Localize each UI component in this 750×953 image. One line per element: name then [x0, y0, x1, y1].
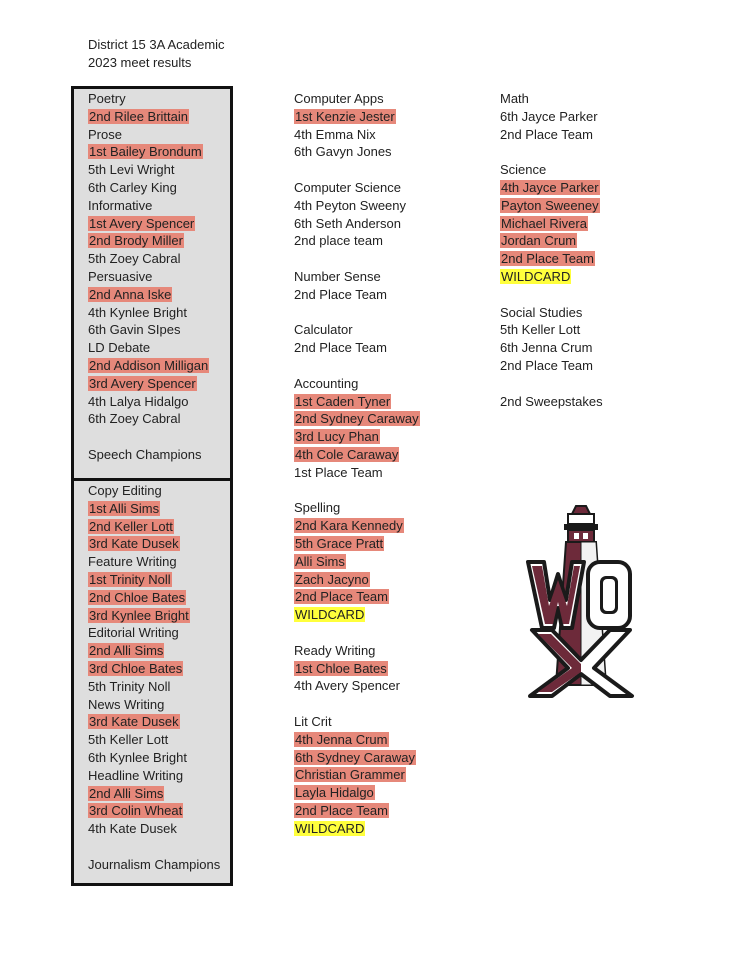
- academic-result-line: [294, 571, 370, 589]
- academic-result-line: [294, 126, 376, 144]
- speech-result-line: [88, 375, 197, 393]
- academic-result-line-text: 4th Jenna Crum: [295, 731, 388, 747]
- journalism-result-line: [88, 642, 164, 660]
- academic-result-line-text: 3rd Lucy Phan: [295, 429, 379, 445]
- academic-result-line: [294, 321, 353, 339]
- journalism-result-line-text: 4th Kate Dusek: [88, 821, 177, 837]
- academic-result-line: [500, 161, 546, 179]
- academic-result-line-text: Math: [500, 91, 529, 106]
- academic-result-line: [294, 749, 416, 767]
- academic-result-line-text: 4th Jayce Parker: [501, 180, 599, 195]
- academic-result-line-text: 6th Sydney Caraway: [295, 749, 415, 765]
- academic-result-line: [294, 820, 365, 838]
- academic-result-line-text: 2nd place team: [294, 233, 383, 249]
- journalism-result-line-text: Headline Writing: [88, 767, 184, 783]
- academic-result-line-text: Payton Sweeney: [501, 197, 599, 213]
- academic-result-line-text: Christian Grammer: [295, 767, 405, 783]
- academic-result-line-text: Computer Science: [294, 180, 401, 195]
- journalism-result-line: [88, 482, 162, 500]
- academic-result-line-text: 2nd Place Team: [500, 358, 593, 373]
- journalism-result-line: [88, 731, 168, 749]
- journalism-result-line-text: 1st Alli Sims: [89, 500, 160, 516]
- academic-result-line-text: Spelling: [294, 500, 341, 516]
- academic-result-line: [294, 766, 406, 784]
- speech-result-line-text: 5th Zoey Cabral: [88, 251, 181, 267]
- speech-result-line-text: 1st Avery Spencer: [89, 215, 195, 231]
- journalism-result-line: [88, 802, 183, 820]
- academic-result-line: [294, 232, 383, 250]
- academic-result-line-text: 4th Cole Caraway: [295, 447, 399, 462]
- journalism-result-line-text: 2nd Alli Sims: [89, 785, 164, 801]
- academic-result-line-text: 1st Kenzie Jester: [295, 108, 395, 124]
- academic-result-line-text: 4th Avery Spencer: [294, 678, 400, 694]
- speech-result-line: [88, 108, 189, 126]
- title-line-1: District 15 3A Academic: [88, 37, 225, 52]
- journalism-result-line-text: News Writing: [88, 696, 165, 712]
- academic-result-line: [500, 90, 529, 108]
- journalism-result-line: [88, 589, 186, 607]
- speech-result-line: [88, 90, 126, 108]
- academic-result-line: [500, 268, 571, 286]
- academic-result-line: [294, 143, 392, 161]
- journalism-result-line: [88, 856, 220, 874]
- journalism-result-line-text: 3rd Kynlee Bright: [89, 607, 189, 623]
- speech-result-line-text: 2nd Addison Milligan: [89, 358, 209, 373]
- journalism-result-line: [88, 500, 160, 518]
- academic-result-line-text: Layla Hidalgo: [295, 785, 374, 801]
- journalism-result-line: [88, 535, 180, 553]
- academic-result-line: [294, 606, 365, 624]
- academic-result-line: [294, 588, 389, 606]
- academic-result-line-text: Zach Jacyno: [295, 571, 369, 587]
- journalism-result-line: [88, 767, 183, 785]
- journalism-result-line-text: 3rd Kate Dusek: [89, 714, 179, 730]
- academic-result-line: [294, 660, 388, 678]
- speech-result-line-text: 6th Carley King: [88, 180, 177, 195]
- journalism-result-line-text: 3rd Kate Dusek: [89, 536, 179, 552]
- academic-result-line: [294, 731, 389, 749]
- speech-result-line: [88, 143, 203, 161]
- academic-result-line-text: Number Sense: [294, 269, 381, 284]
- academic-result-line-text: Ready Writing: [294, 642, 376, 658]
- journalism-result-line-text: 2nd Chloe Bates: [89, 589, 186, 605]
- academic-result-line: [294, 90, 384, 108]
- academic-result-line-text: 2nd Kara Kennedy: [295, 518, 403, 534]
- academic-result-line: [294, 499, 340, 517]
- journalism-result-line: [88, 571, 172, 589]
- speech-result-line-text: 4th Kynlee Bright: [88, 304, 188, 320]
- journalism-result-line-text: Feature Writing: [88, 554, 177, 570]
- academic-result-line: [500, 393, 603, 411]
- academic-result-line: [294, 108, 396, 126]
- academic-result-line-text: 1st Chloe Bates: [295, 660, 387, 676]
- academic-result-line-text: Science: [500, 162, 547, 178]
- academic-result-line: [294, 410, 420, 428]
- speech-result-line: [88, 197, 152, 215]
- academic-result-line: [294, 197, 406, 215]
- speech-result-line-text: 2nd Anna Iske: [89, 286, 172, 302]
- speech-result-line: [88, 393, 188, 411]
- academic-result-line: [500, 215, 588, 233]
- academic-result-line: [500, 179, 600, 197]
- speech-result-line: [88, 232, 184, 250]
- academic-result-line: [500, 197, 600, 215]
- speech-result-line-text: Informative: [88, 197, 153, 213]
- speech-result-line: [88, 126, 122, 144]
- document-title: [88, 36, 225, 72]
- academic-result-line: [294, 286, 387, 304]
- academic-result-line: [294, 642, 375, 660]
- journalism-result-line-text: Journalism Champions: [88, 856, 221, 872]
- academic-result-line-text: 6th Gavyn Jones: [294, 144, 392, 160]
- journalism-result-line-text: 3rd Chloe Bates: [89, 661, 183, 676]
- journalism-result-line: [88, 820, 177, 838]
- academic-result-line-text: 2nd Sydney Caraway: [295, 411, 419, 427]
- academic-result-line-text: WILDCARD: [295, 607, 365, 623]
- speech-result-line-text: Prose: [88, 126, 122, 142]
- academic-result-line: [294, 553, 346, 571]
- journalism-result-line: [88, 713, 180, 731]
- journalism-result-line-text: 5th Keller Lott: [88, 732, 169, 748]
- academic-result-line: [500, 232, 577, 250]
- academic-result-line-text: Computer Apps: [294, 91, 384, 106]
- journalism-result-line: [88, 624, 179, 642]
- journalism-result-line: [88, 607, 190, 625]
- speech-result-line-text: 3rd Avery Spencer: [89, 375, 196, 391]
- academic-result-line-text: Jordan Crum: [501, 233, 577, 249]
- speech-result-line-text: 2nd Rilee Brittain: [89, 108, 188, 124]
- journalism-result-line-text: Copy Editing: [88, 483, 162, 498]
- academic-result-line-text: WILDCARD: [295, 820, 365, 836]
- academic-result-line-text: 2nd Place Team: [295, 589, 388, 605]
- academic-result-line: [294, 393, 391, 411]
- speech-result-line-text: 2nd Brody Miller: [89, 233, 183, 249]
- academic-result-line-text: 1st Place Team: [294, 464, 383, 480]
- academic-result-line: [294, 535, 384, 553]
- speech-result-line: [88, 410, 181, 428]
- speech-result-line-text: 6th Gavin SIpes: [88, 322, 181, 338]
- academic-result-line-text: Accounting: [294, 375, 359, 391]
- speech-result-line-text: Persuasive: [88, 269, 153, 284]
- journalism-result-line-text: 3rd Colin Wheat: [89, 803, 183, 819]
- journalism-result-line-text: 1st Trinity Noll: [89, 572, 171, 587]
- academic-result-line-text: 2nd Sweepstakes: [500, 393, 603, 409]
- speech-result-line: [88, 304, 187, 322]
- academic-result-line-text: Michael Rivera: [501, 215, 587, 231]
- academic-result-line-text: 2nd Place Team: [294, 286, 387, 302]
- speech-result-line: [88, 339, 150, 357]
- academic-result-line: [500, 108, 598, 126]
- school-logo: [522, 500, 640, 700]
- academic-result-line: [294, 802, 389, 820]
- academic-result-line: [500, 321, 580, 339]
- academic-result-line: [500, 126, 593, 144]
- academic-result-line-text: 6th Jayce Parker: [500, 108, 598, 124]
- academic-result-line-text: Alli Sims: [295, 553, 345, 569]
- speech-result-line-text: 4th Lalya Hidalgo: [88, 393, 189, 409]
- academic-result-line: [294, 428, 380, 446]
- academic-result-line-text: 5th Keller Lott: [500, 322, 581, 338]
- journalism-result-line: [88, 696, 164, 714]
- academic-result-line: [294, 713, 332, 731]
- journalism-result-line: [88, 785, 164, 803]
- academic-result-line: [294, 375, 358, 393]
- academic-result-line: [294, 268, 381, 286]
- journalism-result-line: [88, 553, 177, 571]
- academic-result-line: [500, 250, 595, 268]
- speech-result-line-text: Poetry: [88, 91, 126, 106]
- speech-result-line: [88, 357, 209, 375]
- academic-result-line-text: WILDCARD: [501, 269, 571, 284]
- academic-result-line-text: 4th Emma Nix: [294, 126, 376, 142]
- academic-result-line-text: Social Studies: [500, 304, 583, 320]
- journalism-result-line: [88, 678, 170, 696]
- speech-result-line-text: LD Debate: [88, 340, 151, 356]
- academic-result-line: [294, 215, 401, 233]
- academic-result-line-text: 5th Grace Pratt: [295, 536, 384, 551]
- journalism-result-line: [88, 660, 183, 678]
- academic-result-line: [500, 339, 593, 357]
- speech-result-line: [88, 179, 177, 197]
- academic-result-line-text: 6th Jenna Crum: [500, 340, 593, 356]
- academic-result-line-text: 2nd Place Team: [500, 126, 593, 142]
- academic-result-line-text: 1st Caden Tyner: [295, 393, 391, 409]
- academic-result-line: [294, 517, 404, 535]
- academic-result-line-text: 2nd Place Team: [295, 803, 388, 818]
- speech-result-line: [88, 286, 172, 304]
- journalism-result-line-text: 5th Trinity Noll: [88, 678, 171, 694]
- speech-result-line: [88, 161, 174, 179]
- journalism-result-line: [88, 749, 187, 767]
- speech-result-line-text: 1st Bailey Brondum: [89, 144, 202, 160]
- academic-result-line: [500, 304, 582, 322]
- academic-result-line: [294, 464, 383, 482]
- speech-result-line-text: 6th Zoey Cabral: [88, 411, 181, 427]
- academic-result-line-text: Calculator: [294, 322, 353, 338]
- speech-result-line-text: 5th Levi Wright: [88, 162, 175, 178]
- academic-result-line: [294, 446, 399, 464]
- academic-result-line: [294, 677, 400, 695]
- academic-result-line: [294, 784, 375, 802]
- academic-result-line: [294, 339, 387, 357]
- speech-result-line: [88, 446, 201, 464]
- speech-result-line: [88, 250, 181, 268]
- academic-result-line: [294, 179, 401, 197]
- academic-result-line-text: 4th Peyton Sweeny: [294, 197, 407, 213]
- journalism-result-line-text: 2nd Alli Sims: [89, 643, 164, 659]
- speech-result-line-text: Speech Champions: [88, 447, 202, 462]
- academic-result-line-text: 6th Seth Anderson: [294, 215, 401, 231]
- speech-result-line: [88, 321, 181, 339]
- academic-result-line-text: Lit Crit: [294, 714, 332, 729]
- speech-result-line: [88, 268, 152, 286]
- journalism-result-line-text: 2nd Keller Lott: [89, 518, 173, 534]
- speech-result-line: [88, 215, 195, 233]
- journalism-result-line-text: 6th Kynlee Bright: [88, 750, 188, 765]
- academic-result-line-text: 2nd Place Team: [501, 251, 594, 267]
- academic-result-line: [500, 357, 593, 375]
- academic-result-line-text: 2nd Place Team: [294, 340, 387, 356]
- journalism-result-line: [88, 518, 174, 536]
- title-line-2: 2023 meet results: [88, 55, 192, 70]
- journalism-result-line-text: Editorial Writing: [88, 625, 179, 641]
